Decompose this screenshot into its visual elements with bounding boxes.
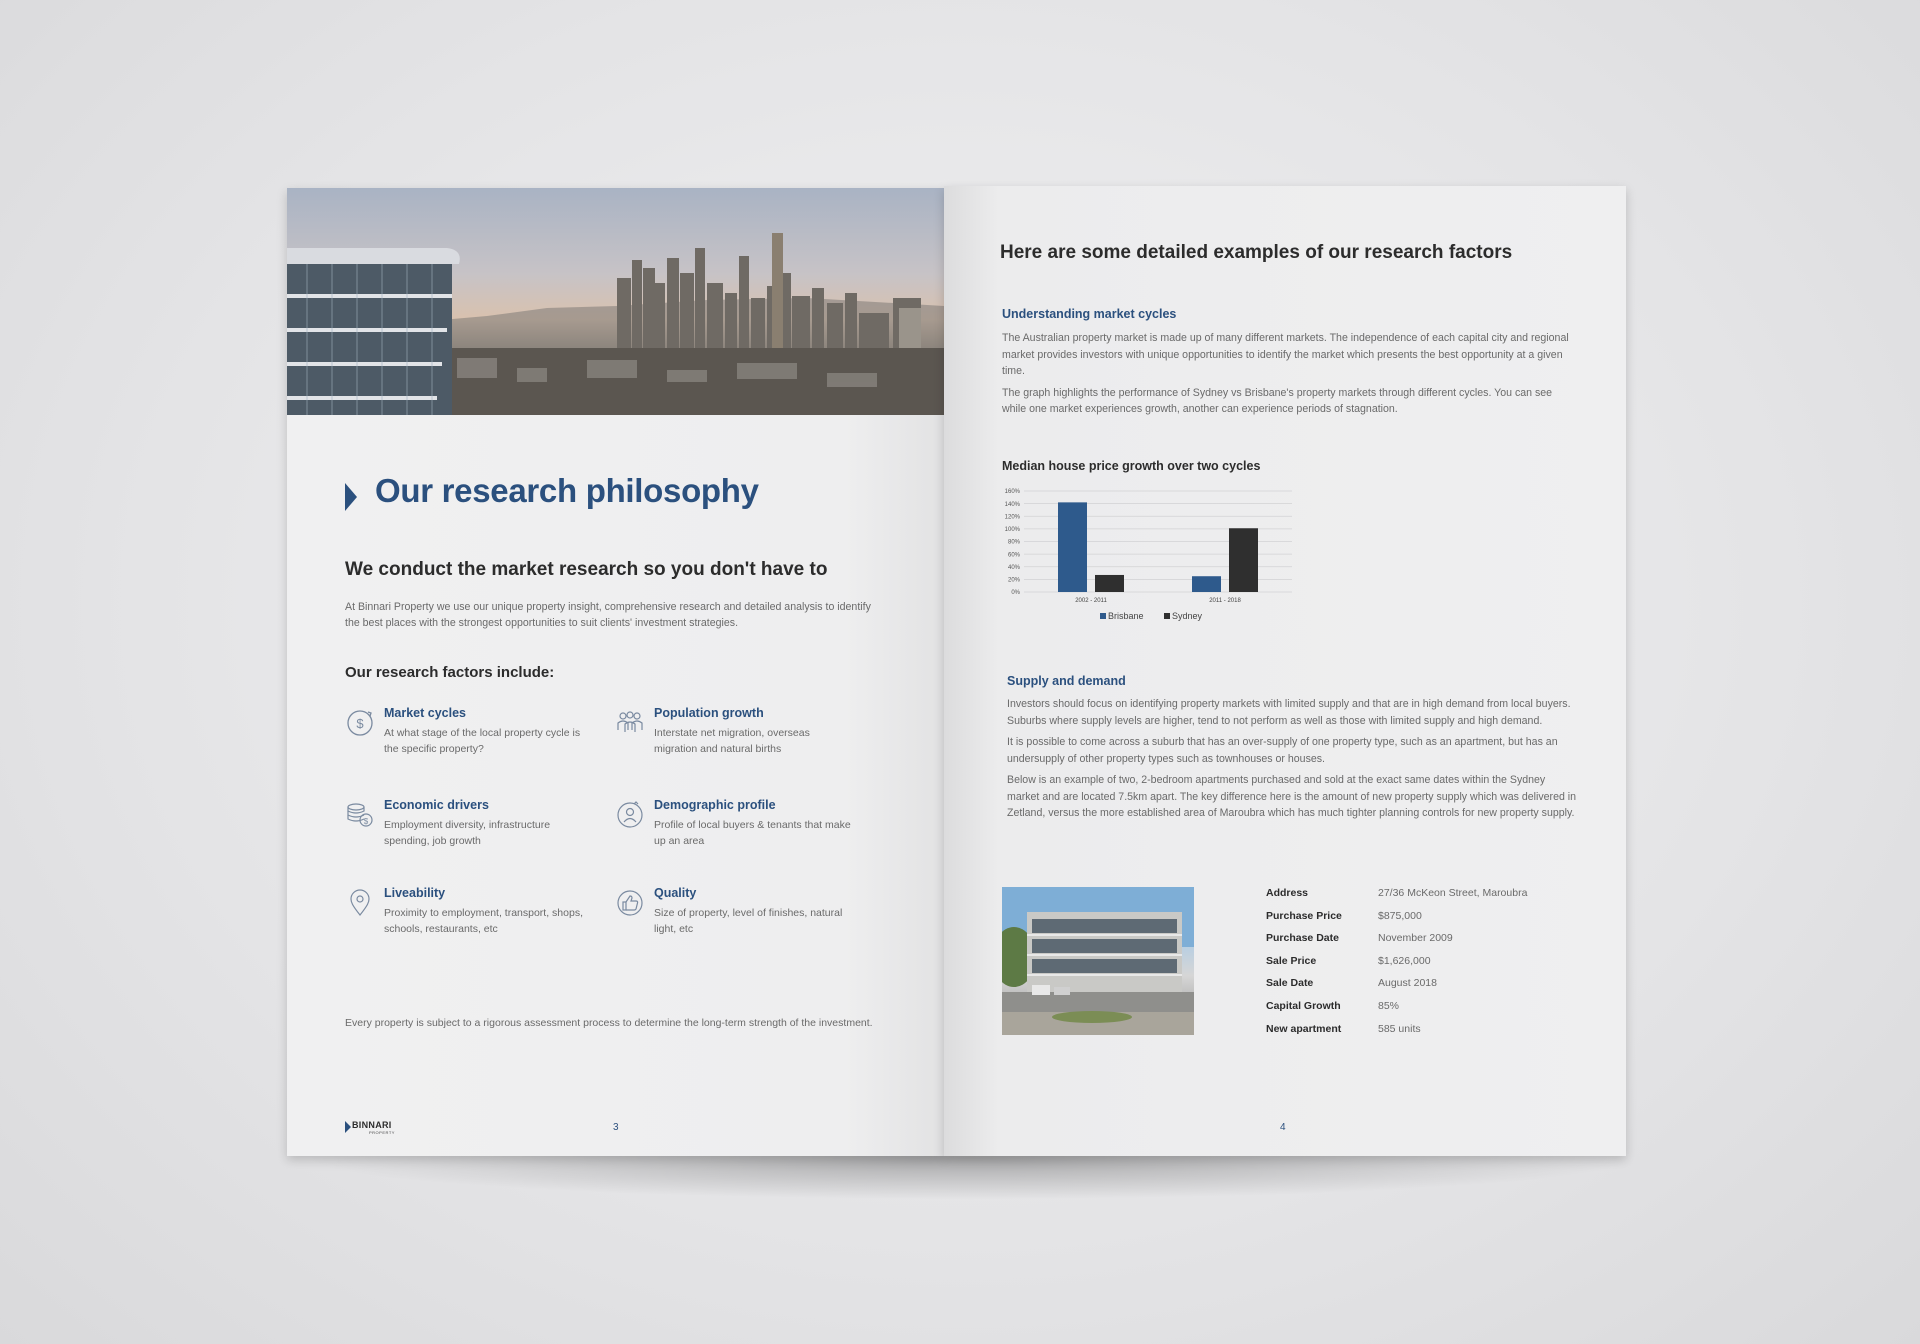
detail-value: August 2018 <box>1378 977 1437 990</box>
apartment-building-photo <box>1002 887 1194 1035</box>
page-title: Our research philosophy <box>375 472 759 509</box>
binnari-logo <box>345 1119 405 1137</box>
chart-title: Median house price growth over two cycles <box>1002 459 1261 473</box>
detail-value: $1,626,000 <box>1378 954 1431 967</box>
factor-desc: At what stage of the local property cycle is the specific property? <box>384 727 581 755</box>
paragraph: It is possible to come across a suburb that has an over-supply of one property type, such as an apartment, but has an undersupply of other property types such as townhouses or houses. <box>1007 736 1558 765</box>
detail-value: $875,000 <box>1378 909 1422 922</box>
right-page <box>944 186 1626 1156</box>
section-body-market-cycles <box>1002 330 1574 423</box>
y-tick-label: 120% <box>1004 514 1020 521</box>
location-pin-icon <box>345 888 375 918</box>
thumbs-up-icon <box>615 888 645 918</box>
page-number: 4 <box>1280 1122 1286 1133</box>
bar-chart <box>1000 482 1300 652</box>
y-tick-label: 40% <box>1007 564 1020 571</box>
detail-label: Sale Price <box>1266 954 1317 967</box>
factor-desc: Profile of local buyers & tenants that make up an area <box>654 819 851 847</box>
detail-label: Address <box>1266 887 1309 899</box>
right-page-title: Here are some detailed examples of our research factors <box>1000 242 1513 263</box>
factor-desc: Size of property, level of finishes, natural light, etc <box>654 907 843 935</box>
section-body-supply-demand <box>1007 696 1579 827</box>
detail-value: 27/36 McKeon Street, Maroubra <box>1378 887 1528 899</box>
y-tick-label: 160% <box>1004 489 1020 496</box>
factor-desc: Interstate net migration, overseas migration and natural births <box>654 727 810 755</box>
x-tick-label: 2002 - 2011 <box>1075 598 1107 604</box>
legend-label: Sydney <box>1172 611 1203 621</box>
y-tick-label: 0% <box>1011 590 1020 597</box>
y-tick-label: 80% <box>1007 539 1020 546</box>
y-tick-label: 140% <box>1004 501 1020 508</box>
y-tick-label: 60% <box>1007 552 1020 559</box>
section-title-supply-demand: Supply and demand <box>1007 674 1126 688</box>
detail-label: Purchase Date <box>1266 932 1339 945</box>
legend-swatch <box>1164 613 1170 619</box>
section-title-market-cycles: Understanding market cycles <box>1002 307 1177 321</box>
person-profile-icon <box>615 800 645 830</box>
bar-brisbane <box>1192 576 1221 592</box>
bar-sydney <box>1095 575 1124 592</box>
detail-value: 85% <box>1378 999 1400 1012</box>
people-group-icon <box>615 708 645 738</box>
factor-title: Quality <box>654 886 697 900</box>
factors-heading: Our research factors include: <box>345 664 555 681</box>
coins-icon <box>345 800 375 830</box>
factor-title: Population growth <box>654 706 764 720</box>
logo-arrow-icon <box>345 1121 351 1133</box>
bar-sydney <box>1229 528 1258 592</box>
logo-sub: PROPERTY <box>369 1130 395 1135</box>
factor-title: Liveability <box>384 886 446 900</box>
intro-paragraph: At Binnari Property we use our unique property insight, comprehensive research and detailed analysis to identify the best places with the strongest opportunities to suit clients' investment strategies. <box>345 601 871 629</box>
chart-canvas <box>1000 482 1300 652</box>
paragraph: The graph highlights the performance of Sydney vs Brisbane's property markets through different cycles. You can see while one market experiences growth, another can experience periods of stagnation. <box>1002 386 1553 415</box>
paragraph: Investors should focus on identifying property markets with limited supply and that are in high demand from local buyers. Suburbs where supply levels are higher, tend to not perform as well as those with limited supply and high demand. <box>1007 698 1571 727</box>
factor-desc: Proximity to employment, transport, shops, schools, restaurants, etc <box>384 907 583 935</box>
detail-label: Sale Date <box>1266 977 1314 990</box>
detail-label: Capital Growth <box>1266 999 1341 1012</box>
factor-title: Economic drivers <box>384 798 489 812</box>
title-arrow-icon <box>345 483 357 511</box>
legend-swatch <box>1100 613 1106 619</box>
y-tick-label: 100% <box>1004 527 1020 534</box>
paragraph: Below is an example of two, 2-bedroom apartments purchased and sold at the exact same dates within the Sydney market and are located 7.5km apart. The key difference here is the amount of new property supply which was delivered in Zetland, versus the more established area of Maroubra which has much tighter planning controls for new property supply. <box>1007 774 1577 819</box>
left-page <box>287 188 944 1156</box>
logo-name: BINNARI <box>352 1120 392 1130</box>
paragraph: The Australian property market is made up of many different markets. The independence of each capital city and regional market provides investors with unique opportunities to identify the market which presents the best opportunity at a given time. <box>1002 332 1569 377</box>
factor-title: Demographic profile <box>654 798 776 812</box>
factor-title: Market cycles <box>384 706 467 720</box>
page-subtitle: We conduct the market research so you don't have to <box>345 559 828 580</box>
x-tick-label: 2011 - 2018 <box>1209 598 1241 604</box>
legend-label: Brisbane <box>1108 611 1144 621</box>
factor-desc: Employment diversity, infrastructure spending, job growth <box>384 819 551 847</box>
detail-value: 585 units <box>1378 1022 1421 1035</box>
city-skyline-photo <box>287 188 944 415</box>
svg-text:$: $ <box>356 716 364 731</box>
detail-label: Purchase Price <box>1266 909 1342 922</box>
detail-label: New apartment <box>1266 1022 1342 1035</box>
detail-value: November 2009 <box>1378 932 1453 945</box>
bar-brisbane <box>1058 502 1087 592</box>
footer-note: Every property is subject to a rigorous assessment process to determine the long-term strength of the investment. <box>345 1017 873 1029</box>
svg-text:$: $ <box>363 817 369 826</box>
page-number: 3 <box>613 1122 619 1133</box>
y-tick-label: 20% <box>1007 577 1020 584</box>
dollar-cycle-icon <box>345 708 375 738</box>
